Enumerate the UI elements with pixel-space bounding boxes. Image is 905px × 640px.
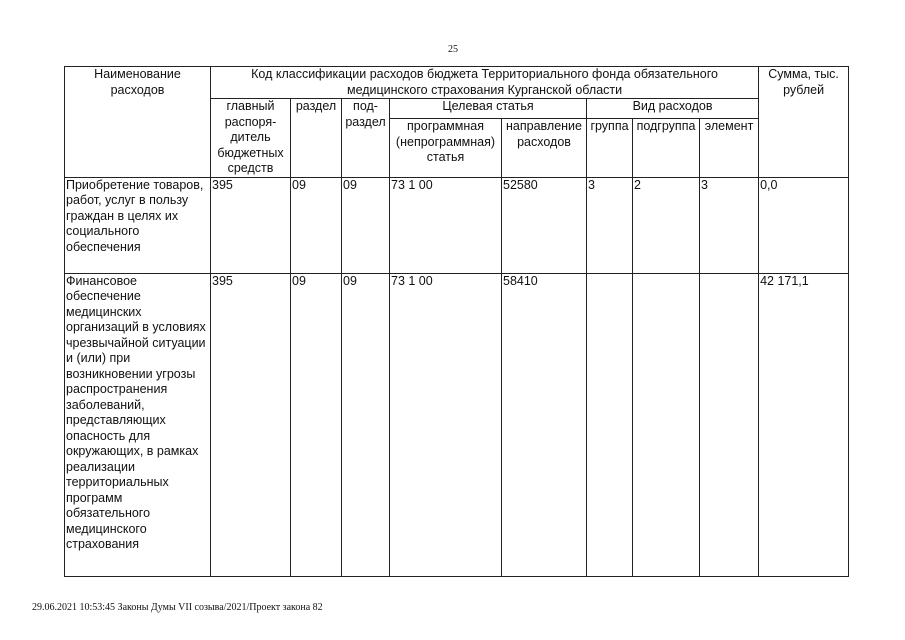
row-element: 3 xyxy=(700,177,759,273)
row-direction: 52580 xyxy=(502,177,587,273)
row-section: 09 xyxy=(291,273,342,576)
row-name: Финансовое обеспечение медицинских организаций в условиях чрезвычайной ситуации и (или) при возникновении угрозы распространения заболеваний, представляющих опасность для окружающих, в рамках реализации территориальных программ обязательного медицинского страхования xyxy=(65,273,211,576)
header-subgroup: подгруппа xyxy=(633,119,700,177)
row-chief-manager: 395 xyxy=(211,273,291,576)
header-expense-type: Вид расходов xyxy=(587,99,759,119)
header-classification: Код классификации расходов бюджета Территориального фонда обязательного медицинского страхования Курганской области xyxy=(211,67,759,99)
document-footer: 29.06.2021 10:53:45 Законы Думы VII созыва/2021/Проект закона 82 xyxy=(32,602,323,613)
header-chief-manager: главный распоря-дитель бюджетных средств xyxy=(211,99,291,178)
header-program-article: программная (непрограммная) статья xyxy=(390,119,502,177)
header-name: Наименование расходов xyxy=(65,67,211,178)
row-program-article: 73 1 00 xyxy=(390,177,502,273)
row-group: 3 xyxy=(587,177,633,273)
table-row xyxy=(65,273,849,576)
row-group xyxy=(587,273,633,576)
row-name: Приобретение товаров, работ, услуг в пользу граждан в целях их социального обеспечения xyxy=(65,177,211,273)
header-group: группа xyxy=(587,119,633,177)
row-element xyxy=(700,273,759,576)
row-section: 09 xyxy=(291,177,342,273)
row-sum: 42 171,1 xyxy=(759,273,849,576)
row-subgroup: 2 xyxy=(633,177,700,273)
header-row-1 xyxy=(65,67,849,99)
header-direction: направление расходов xyxy=(502,119,587,177)
row-subgroup xyxy=(633,273,700,576)
table-row xyxy=(65,177,849,273)
row-sum: 0,0 xyxy=(759,177,849,273)
header-sum: Сумма, тыс. рублей xyxy=(759,67,849,178)
header-element: элемент xyxy=(700,119,759,177)
page-number: 25 xyxy=(448,44,458,55)
row-program-article: 73 1 00 xyxy=(390,273,502,576)
header-subsection: под-раздел xyxy=(342,99,390,178)
header-target-article: Целевая статья xyxy=(390,99,587,119)
header-section: раздел xyxy=(291,99,342,178)
row-chief-manager: 395 xyxy=(211,177,291,273)
row-direction: 58410 xyxy=(502,273,587,576)
row-subsection: 09 xyxy=(342,273,390,576)
row-subsection: 09 xyxy=(342,177,390,273)
budget-table xyxy=(64,66,849,577)
